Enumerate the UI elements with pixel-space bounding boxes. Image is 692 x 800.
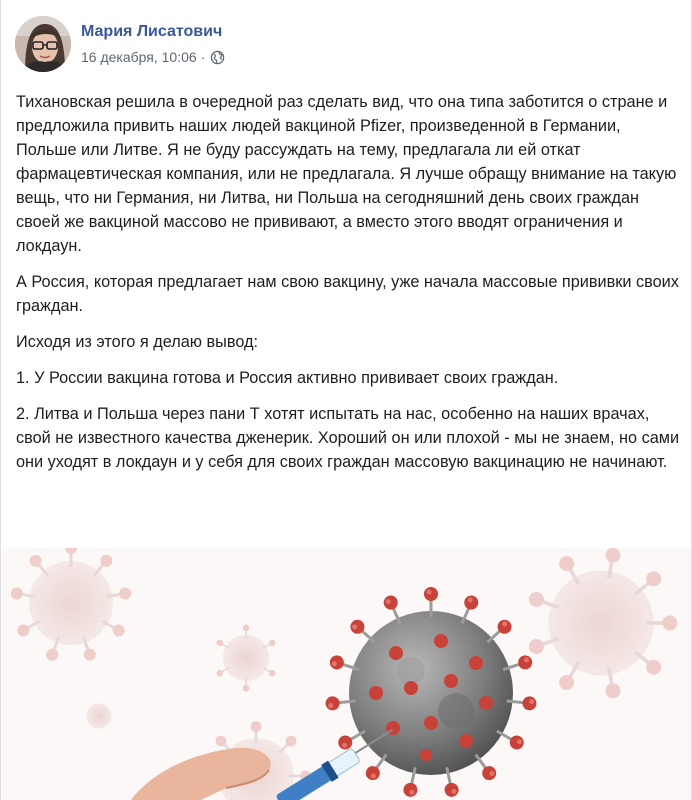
post-paragraph: 1. У России вакцина готова и Россия активно прививает своих граждан. <box>16 369 559 387</box>
avatar-photo-icon <box>15 16 71 72</box>
post-paragraph: Исходя из этого я делаю вывод: <box>16 333 259 351</box>
post-paragraph: А Россия, которая предлагает нам свою вакцину, уже начала массовые прививки своих граждан. <box>16 273 679 315</box>
post-header <box>15 16 225 72</box>
virus-vaccine-illustration-icon <box>1 548 692 800</box>
post-paragraph: Тихановская решила в очередной раз сделать вид, что она типа заботится о стране и предложила привить наших людей вакциной Pfizer, произведенной в Германии, Польше или Литве. Я не буду рассуждать на тему, предлагала ли ей откат фармацевтическая компания, или не предлагала. Я лучше обращу внимание на такую вещь, что ни Германия, ни Литва, ни Польша на сегодняшний день своих граждан своей же вакциной массово не прививают, а вместо этого вводят ограничения и локдаун. <box>16 93 677 255</box>
post-image[interactable] <box>1 548 692 800</box>
post-header-text <box>81 16 225 65</box>
post-timestamp-link[interactable]: 16 декабря, 10:06 <box>81 49 197 65</box>
post-meta <box>81 49 225 65</box>
post-paragraph: 2. Литва и Польша через пани Т хотят испытать на нас, особенно на наших врачах, свой не известного качества дженерик. Хороший он или плохой - мы не знаем, но сами они уходят в локдаун и у себя для своих граждан массовую вакцинацию не начинают. <box>16 405 680 471</box>
meta-separator: · <box>200 49 206 65</box>
author-name-link[interactable]: Мария Лисатович <box>81 23 223 40</box>
post-body <box>16 90 681 486</box>
avatar[interactable] <box>15 16 71 72</box>
globe-icon[interactable] <box>210 50 225 65</box>
